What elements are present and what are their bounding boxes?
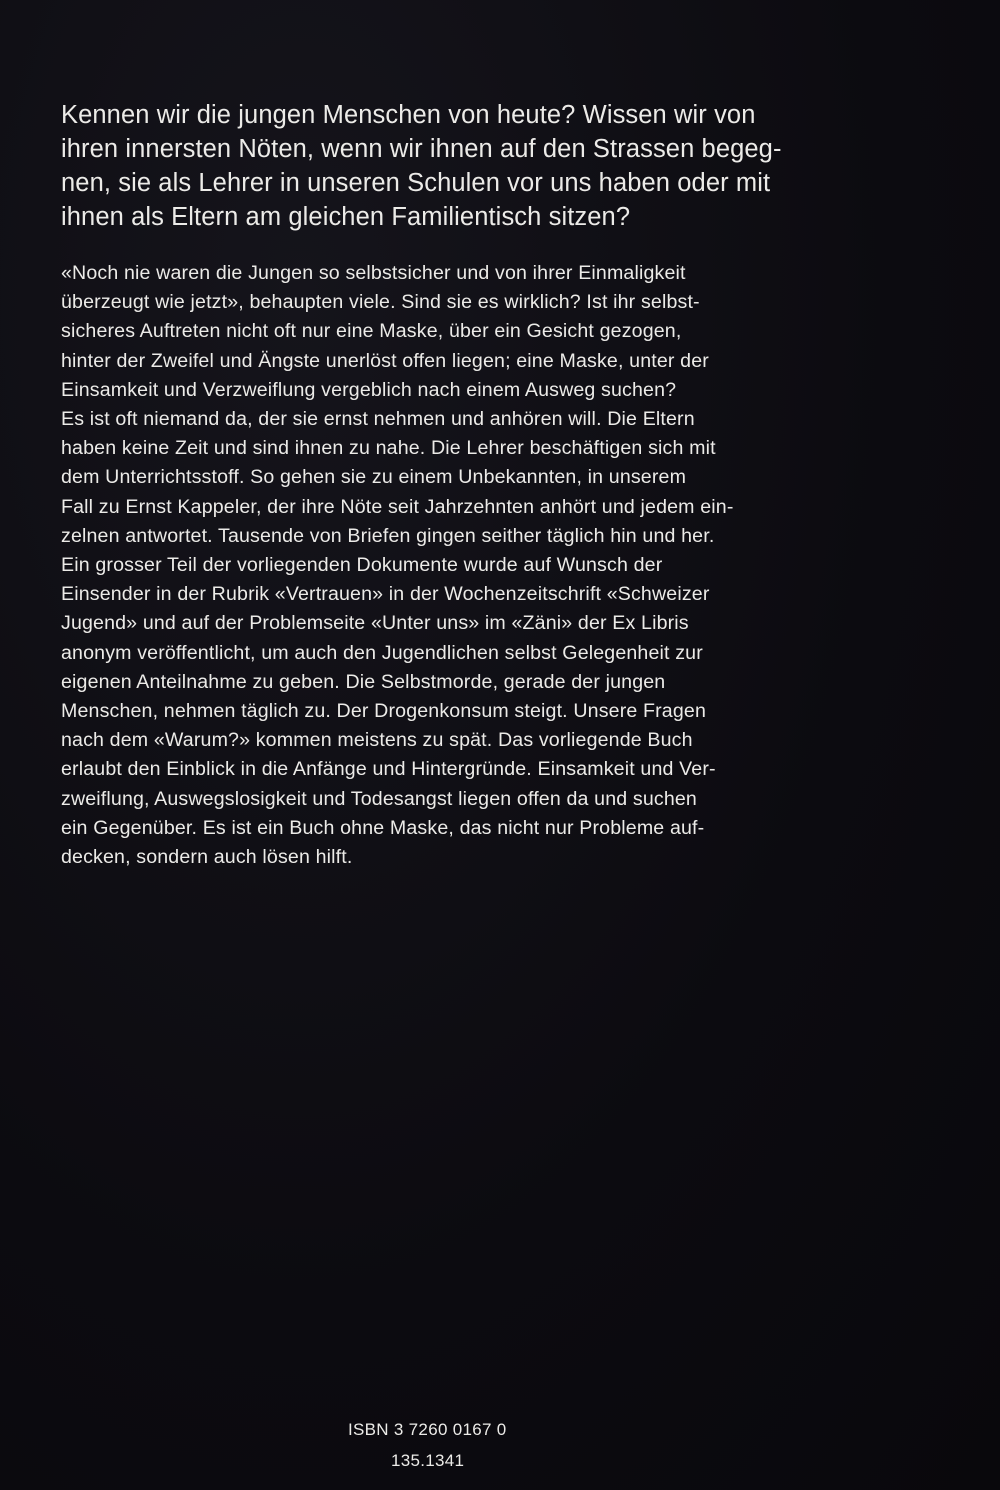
blurb-line: nach dem «Warum?» kommen meistens zu spät. Das vorliegende Buch <box>61 729 693 752</box>
blurb-line: Einsender in der Rubrik «Vertrauen» in der Wochenzeitschrift «Schweizer <box>61 583 710 606</box>
blurb-line: Jugend» und auf der Problemseite «Unter uns» im «Zäni» der Ex Libris <box>61 612 689 635</box>
blurb-line: hinter der Zweifel und Ängste unerlöst offen liegen; eine Maske, unter der <box>61 349 709 372</box>
blurb-line: dem Unterrichtsstoff. So gehen sie zu einem Unbekannten, in unserem <box>61 466 687 489</box>
blurb-line: haben keine Zeit und sind ihnen zu nahe. Die Lehrer beschäftigen sich mit <box>61 437 716 460</box>
blurb-line: «Noch nie waren die Jungen so selbstsicher und von ihrer Einmaligkeit <box>61 262 686 284</box>
blurb-line: anonym veröffentlicht, um auch den Jugendlichen selbst Gelegenheit zur <box>61 641 703 664</box>
intro-line: ihnen als Eltern am gleichen Familientisch sitzen? <box>61 203 631 231</box>
blurb-line: zweiflung, Auswegslosigkeit und Todesangst liegen offen da und suchen <box>61 787 697 810</box>
intro-line: ihren innersten Nöten, wenn wir ihnen auf den Strassen begeg- <box>61 135 782 163</box>
blurb-line: Es ist oft niemand da, der sie ernst nehmen und anhören will. Die Eltern <box>61 408 695 431</box>
isbn-label: ISBN 3 7260 0167 0 <box>348 1420 507 1439</box>
blurb-line: zelnen antwortet. Tausende von Briefen gingen seither täglich hin und her. <box>61 524 715 547</box>
blurb-line: erlaubt den Einblick in die Anfänge und Hintergründe. Einsamkeit und Ver- <box>61 758 716 781</box>
blurb-line: Ein grosser Teil der vorliegenden Dokumente wurde auf Wunsch der <box>61 554 663 577</box>
blurb-paragraph <box>61 259 961 872</box>
blurb-line: Einsamkeit und Verzweiflung vergeblich nach einem Ausweg suchen? <box>61 378 677 401</box>
blurb-line: decken, sondern auch lösen hilft. <box>61 846 353 869</box>
blurb-line: überzeugt wie jetzt», behaupten viele. Sind sie es wirklich? Ist ihr selbst- <box>61 291 700 314</box>
blurb-line: ein Gegenüber. Es ist ein Buch ohne Maske, das nicht nur Probleme auf- <box>61 816 705 839</box>
blurb-line: Fall zu Ernst Kappeler, der ihre Nöte seit Jahrzehnten anhört und jedem ein- <box>61 495 734 518</box>
intro-paragraph <box>61 98 961 234</box>
blurb-line: Menschen, nehmen täglich zu. Der Drogenkonsum steigt. Unsere Fragen <box>61 700 706 723</box>
blurb-line: eigenen Anteilnahme zu geben. Die Selbstmorde, gerade der jungen <box>61 670 666 693</box>
intro-line: nen, sie als Lehrer in unseren Schulen vor uns haben oder mit <box>61 169 771 197</box>
blurb-line: sicheres Auftreten nicht oft nur eine Maske, über ein Gesicht gezogen, <box>61 320 682 343</box>
catalog-number: 135.1341 <box>391 1451 465 1470</box>
intro-line: Kennen wir die jungen Menschen von heute? Wissen wir von <box>61 101 756 129</box>
